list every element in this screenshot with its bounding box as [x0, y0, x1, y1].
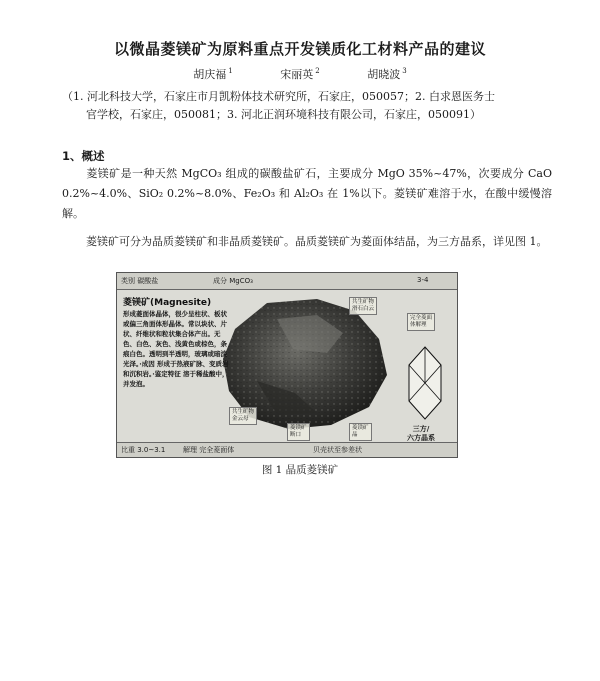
- callout-label: 菱镁矿 断口: [287, 423, 310, 441]
- paper-title: 以微晶菱镁矿为原料重点开发镁质化工材料产品的建议: [113, 40, 486, 58]
- figure-footer-bar: 比重 3.0~3.1 解理 完全菱面体 贝壳状至参差状: [117, 442, 457, 457]
- author: 胡晓波 $^3$: [367, 67, 407, 81]
- author-list: [0, 66, 600, 82]
- crystal-system-label: 三方/ 六方晶系: [407, 425, 435, 442]
- affiliation-line-1: （1. 河北科技大学，石家庄市月凯粉体技术研究所，石家庄，050057；2. 白求恩医务士: [62, 90, 495, 103]
- figure-caption: 图 1 晶质菱镁矿: [261, 464, 339, 476]
- figure-magnesite: [116, 272, 458, 458]
- section-heading: 1、概述: [62, 149, 105, 163]
- figure-header-bar: 类别 碳酸盐 成分 MgCO₃ 3-4: [117, 273, 457, 290]
- trigonal-crystal-diagram: [405, 343, 445, 423]
- callout-label: 完全菱面 体解理: [407, 313, 435, 331]
- callout-label: 共生矿物 金云母: [229, 407, 257, 425]
- mineral-description: 形成菱面体晶体，很少呈柱状、板状或偏三角面体形晶体。常以块状、片状、纤维状和粒状集合体产出。无色、白色、灰色、浅黄色或棕色，条痕白色。透明到半透明，玻璃或暗淡光泽。·成因 形成于热液矿脉、变质岩和沉积岩。·鉴定特征 溶于稀盐酸中，并发泡。: [123, 310, 229, 388]
- author: 胡庆福 $^1$: [193, 67, 233, 81]
- callout-label: 菱镁矿 晶: [349, 423, 372, 441]
- callout-label: 共生矿物 滑石白云: [349, 297, 377, 315]
- author: 宋丽英 $^2$: [280, 67, 320, 81]
- paragraph: 菱镁矿可分为晶质菱镁矿和非晶质菱镁矿。晶质菱镁矿为菱面体结晶，为三方晶系，详见图 1。: [86, 235, 548, 248]
- mineral-name: 菱镁矿(Magnesite): [123, 298, 212, 308]
- affiliation-line-2: 官学校，石家庄，050081；3. 河北正润环境科技有限公司，石家庄，050091）: [86, 108, 481, 121]
- paragraph: 菱镁矿是一种天然 MgCO₃ 组成的碳酸盐矿石，主要成分 MgO 35%~47%，次要成分 CaO 0.2%~4.0%、SiO₂ 0.2%~8.0%、Fe₂O₃ 和 Al₂O₃ 在 1%以下。菱镁矿难溶于水，在酸中缓慢溶解。: [62, 167, 552, 220]
